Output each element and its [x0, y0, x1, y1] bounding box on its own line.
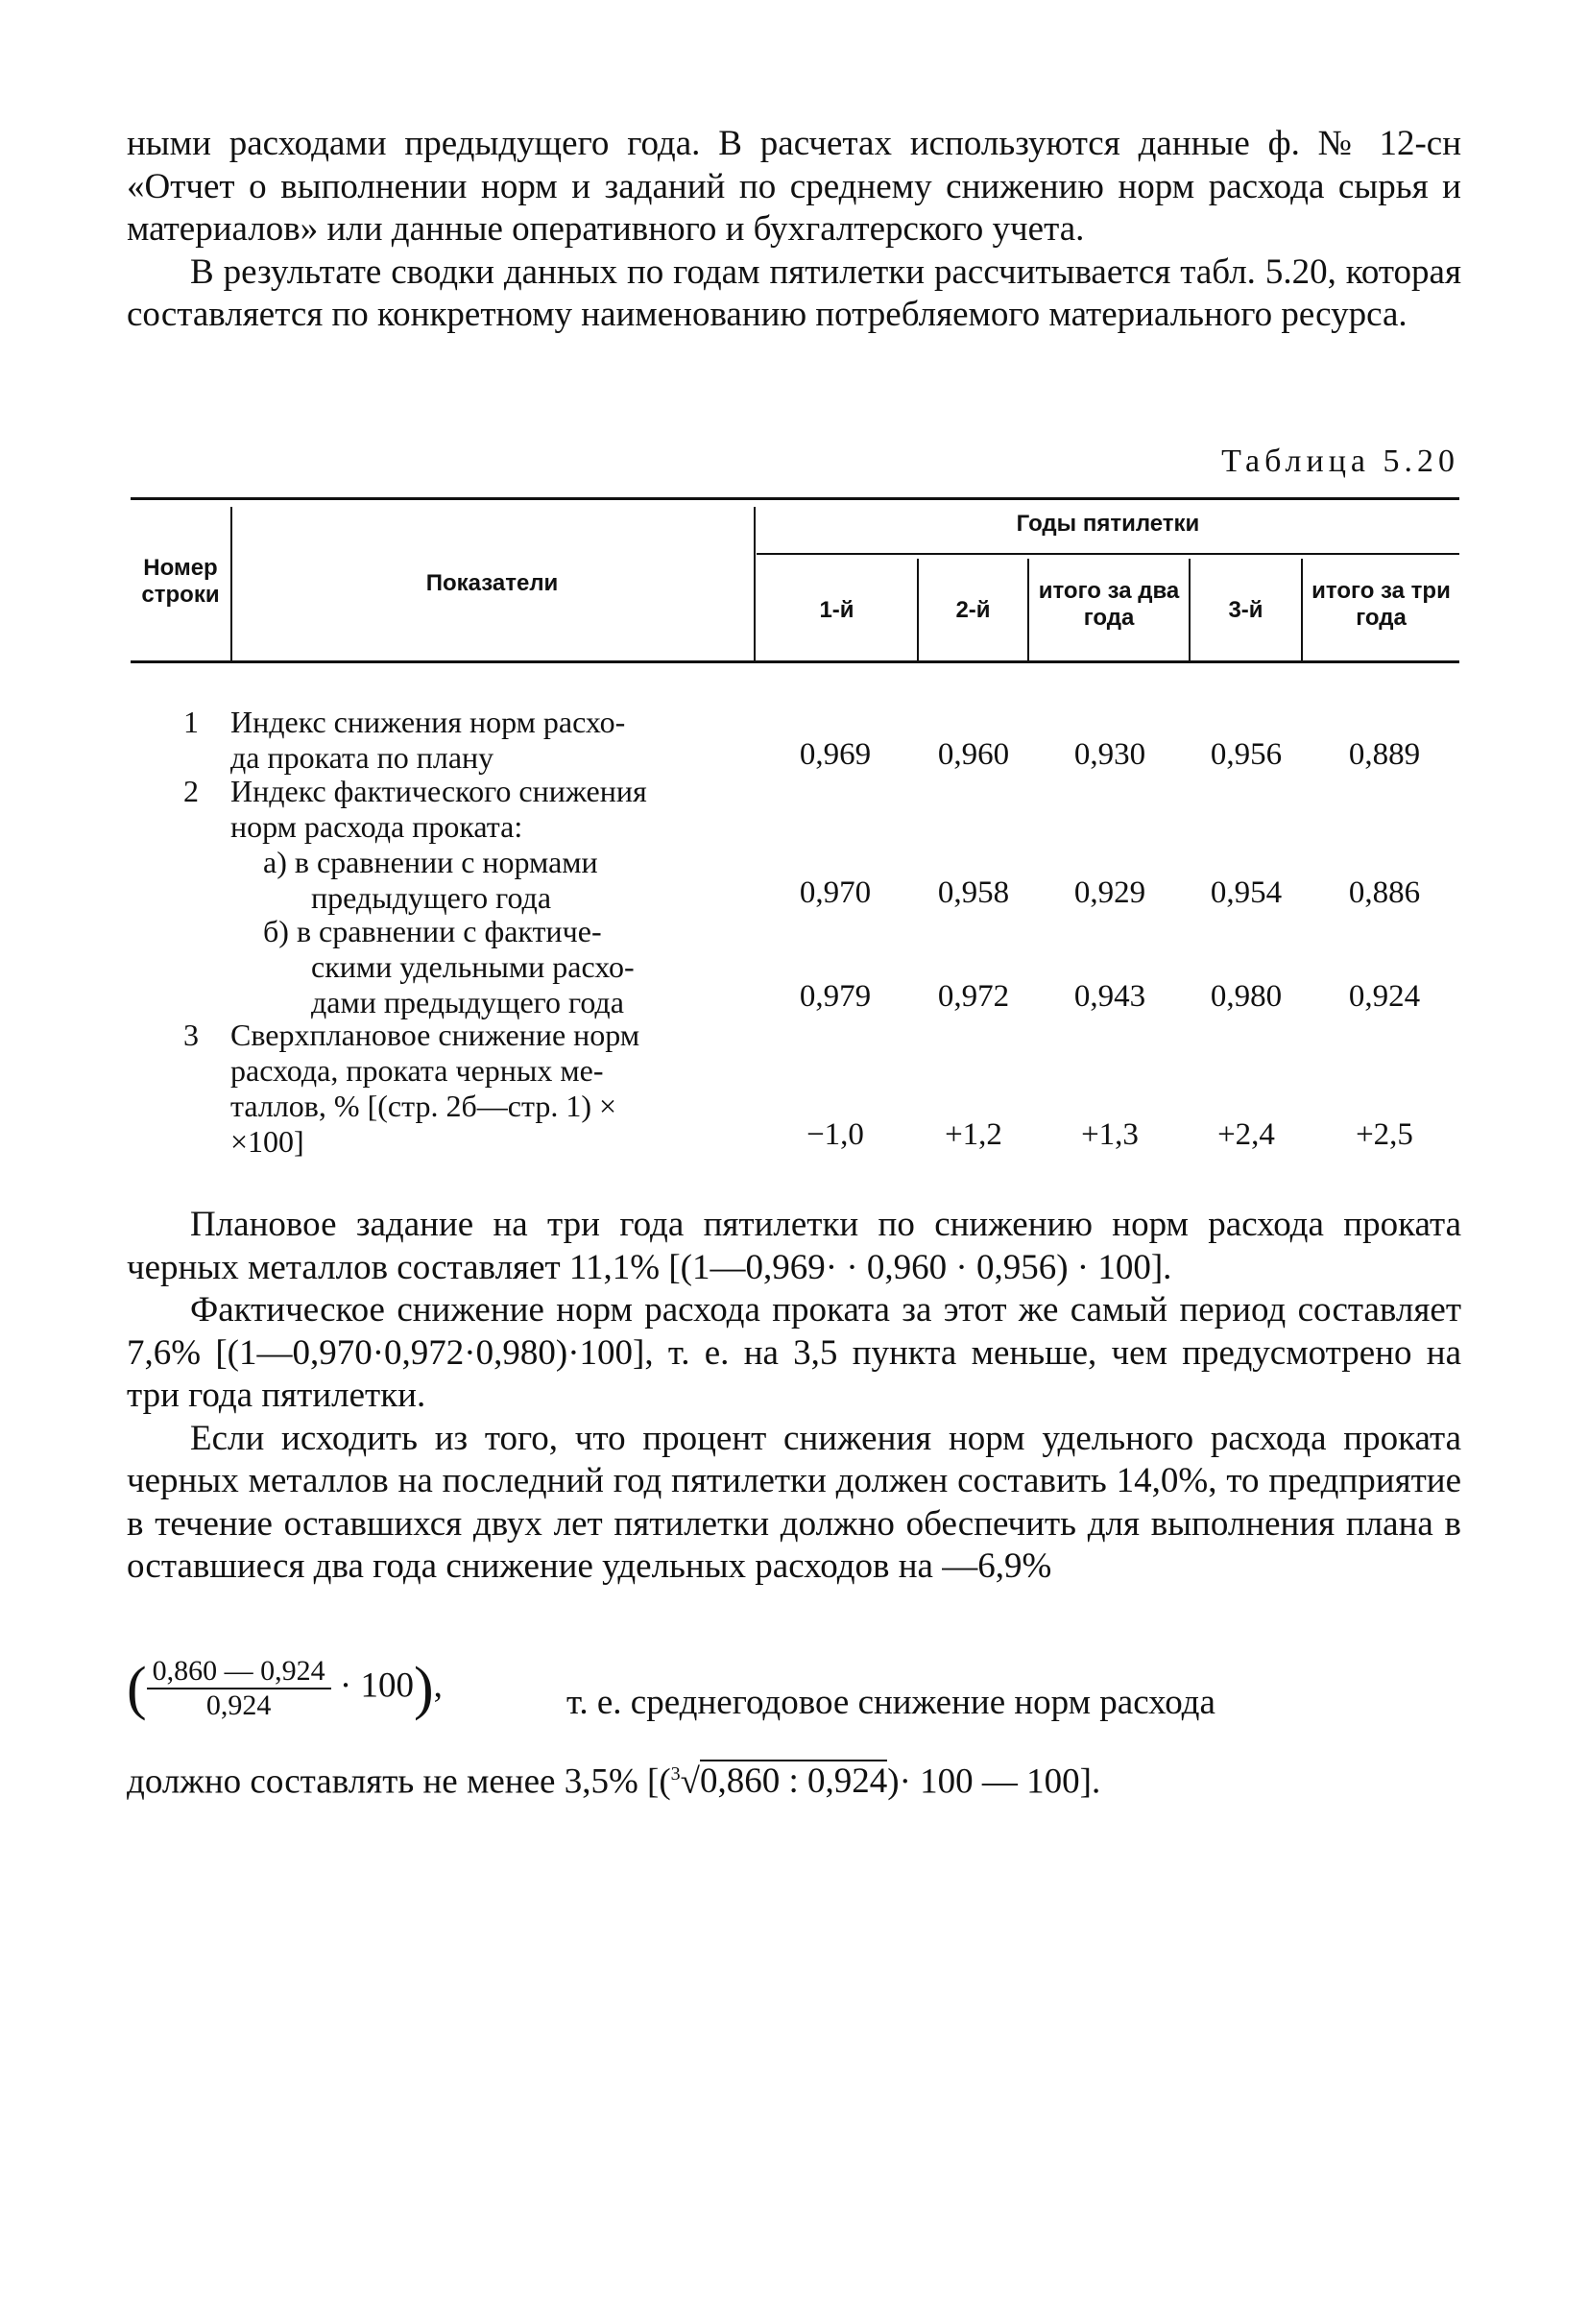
- row-1-label-line-1: Индекс снижения норм расхо-: [230, 705, 626, 739]
- header-col-three-year-total: итого за три года: [1311, 578, 1451, 631]
- final-line: должно составлять не менее 3,5% [($^3$√0,860 : 0,924)· 100 — 100].: [127, 1761, 1101, 1802]
- row-2a-year3: 0,954: [1210, 875, 1283, 910]
- header-years: Годы пятилетки: [1016, 511, 1200, 537]
- row-3-year2: +1,2: [945, 1117, 1002, 1152]
- row-3-year3: +2,4: [1217, 1117, 1275, 1152]
- years-subheader-rule: [757, 553, 1459, 555]
- row-2-number: 2: [183, 774, 199, 808]
- row-2b-year2: 0,972: [937, 979, 1010, 1014]
- row-2b-label: [263, 914, 635, 1020]
- row-2b-year3: 0,980: [1210, 979, 1283, 1014]
- row-3-label-line-4: ×100]: [230, 1124, 304, 1159]
- row-2-label-line-2: норм расхода проката:: [230, 809, 523, 844]
- table-header-bottom-rule: [131, 660, 1459, 663]
- paragraph-3: Плановое задание на три года пятилетки по снижению норм расхода проката черных металлов составляет 11,1% [(1—0,969· · 0,960 · 0,956) · 100].: [127, 1205, 1461, 1287]
- paragraph-1: ными расходами предыдущего года. В расчетах используются данные ф. № 12-сн «Отчет о выполнении норм и заданий по среднему снижению норм расхода сырья и материалов» или данные оперативного и бухгалтерского учета.: [127, 124, 1461, 249]
- formula-denominator: 0,924: [205, 1689, 272, 1721]
- row-1-year3: 0,956: [1210, 737, 1283, 772]
- paragraph-4: Фактическое снижение норм расхода проката за этот же самый период составляет 7,6% [(1—0,970·0,972·0,980)·100], т. е. на 3,5 пункта меньше, чем предусмотрено на три года пятилетки.: [127, 1290, 1461, 1415]
- row-2a-year2: 0,958: [937, 875, 1010, 910]
- row-2b-label-line-1: б) в сравнении с фактиче-: [263, 914, 602, 948]
- final-line-rest: · 100 — 100].: [899, 1761, 1101, 1802]
- formula-tail: т. е. среднегодовое снижение норм расхода: [566, 1683, 1215, 1722]
- row-1-two-year-total: 0,930: [1073, 737, 1146, 772]
- final-line-text: должно составлять не менее 3,5%: [127, 1761, 638, 1802]
- row-1-label: [230, 705, 625, 776]
- row-2-label-line-1: Индекс фактического снижения: [230, 774, 647, 808]
- row-1-year1: 0,969: [799, 737, 872, 772]
- header-col-two-year-total: итого за два года: [1038, 578, 1180, 631]
- table-top-rule: [131, 497, 1459, 500]
- row-1-label-line-2: да проката по плану: [230, 740, 494, 775]
- formula-line: ( $\frac{0,860 — 0,924}{0,924}$ · 100),: [127, 1655, 443, 1721]
- row-2b-two-year-total: 0,943: [1073, 979, 1146, 1014]
- row-2a-three-year-total: 0,886: [1348, 875, 1421, 910]
- root-radicand: 0,860 : 0,924: [699, 1761, 888, 1802]
- row-2b-year1: 0,979: [799, 979, 872, 1014]
- header-col-year2: 2-й: [955, 597, 991, 623]
- paragraph-2: В результате сводки данных по годам пятилетки рассчитывается табл. 5.20, которая составляется по конкретному наименованию потребляемого материального ресурса.: [127, 252, 1461, 334]
- formula-numerator: 0,860 — 0,924: [147, 1655, 331, 1689]
- col-divider-2: [754, 507, 756, 660]
- row-3-two-year-total: +1,3: [1081, 1117, 1139, 1152]
- paragraph-5: Если исходить из того, что процент снижения норм удельного расхода проката черных металлов на последний год пятилетки должен составить 14,0%, то предприятие в течение оставшихся двух лет пятилетки должно обеспечить для выполнения плана в оставшиеся два года снижение удельных расходов на —6,9%: [127, 1418, 1461, 1586]
- header-row-number: Номер строки: [141, 555, 220, 608]
- conclusion-text: [127, 1204, 1461, 1589]
- formula-fraction: [147, 1655, 331, 1722]
- row-3-year1: −1,0: [806, 1117, 864, 1152]
- intro-text: [127, 123, 1461, 337]
- row-2a-year1: 0,970: [799, 875, 872, 910]
- row-3-label-line-3: таллов, % [(стр. 2б—стр. 1) ×: [230, 1089, 617, 1123]
- row-1-number: 1: [183, 705, 199, 739]
- table-caption: Таблица 5.20: [1221, 443, 1459, 479]
- row-3-label-line-2: расхода, проката черных ме-: [230, 1053, 604, 1088]
- row-2a-label: [263, 845, 598, 916]
- row-2a-label-line-1: а) в сравнении с нормами: [263, 845, 598, 879]
- header-indicators: Показатели: [425, 570, 559, 596]
- header-col-year1: 1-й: [819, 597, 854, 623]
- row-2-label: [230, 774, 647, 845]
- row-3-label: [230, 1018, 639, 1160]
- row-2a-label-line-2: предыдущего года: [311, 880, 552, 915]
- row-3-number: 3: [183, 1018, 199, 1052]
- row-3-three-year-total: +2,5: [1356, 1117, 1413, 1152]
- root-index: 3: [670, 1763, 681, 1785]
- row-2a-two-year-total: 0,929: [1073, 875, 1146, 910]
- row-1-year2: 0,960: [937, 737, 1010, 772]
- formula-multiplier: · 100: [339, 1665, 414, 1706]
- formula-close-paren: ): [413, 1656, 434, 1721]
- row-2b-label-line-3: дами предыдущего года: [311, 985, 624, 1019]
- row-2b-label-line-2: скими удельными расхо-: [311, 949, 635, 984]
- row-1-three-year-total: 0,889: [1348, 737, 1421, 772]
- row-3-label-line-1: Сверхплановое снижение норм: [230, 1018, 640, 1052]
- row-2b-three-year-total: 0,924: [1348, 979, 1421, 1014]
- header-col-year3: 3-й: [1228, 597, 1263, 623]
- formula-open-paren: (: [127, 1656, 147, 1721]
